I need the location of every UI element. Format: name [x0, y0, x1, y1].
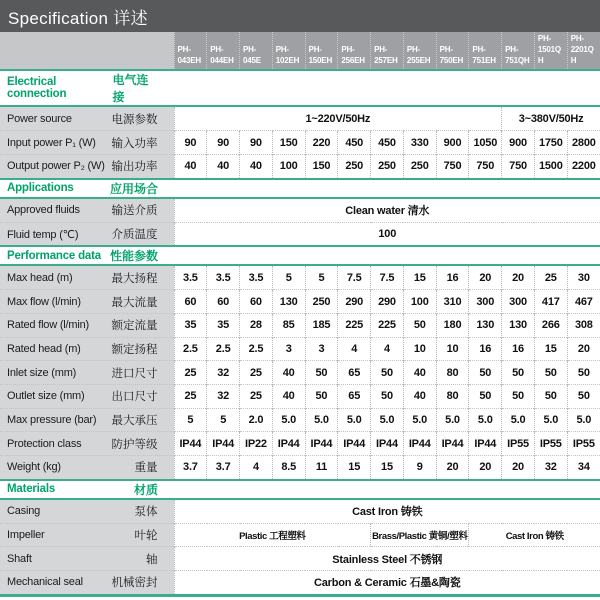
table-cell: IP44	[174, 432, 207, 456]
table-cell: 5.0	[567, 408, 600, 432]
table-cell: 7.5	[338, 265, 371, 289]
table-cell: 2.0	[240, 408, 273, 432]
table-cell: 900	[436, 131, 469, 155]
table-cell: 5.0	[338, 408, 371, 432]
table-cell: 90	[240, 131, 273, 155]
row-label-zh: 额定流量	[111, 320, 158, 333]
table-cell: 5.0	[371, 408, 404, 432]
row-label-en: Rated flow (l/min)	[7, 319, 89, 332]
table-cell: 100	[174, 222, 600, 246]
row-input-power	[0, 131, 600, 155]
table-cell: 25	[240, 384, 273, 408]
row-max-flow	[0, 290, 600, 314]
table-cell: 1500	[534, 154, 567, 178]
table-cell: 28	[240, 313, 273, 337]
row-rated-flow	[0, 313, 600, 337]
section-title-zh: 性能参数	[109, 249, 158, 264]
row-output-power	[0, 154, 600, 178]
table-cell: 50	[534, 384, 567, 408]
table-cell: 2800	[567, 131, 600, 155]
table-cell: 5	[272, 265, 305, 289]
row-label	[0, 503, 174, 519]
table-cell: 60	[174, 290, 207, 314]
row-label	[0, 365, 174, 381]
table-cell: 20	[436, 455, 469, 479]
table-cell: 30	[567, 265, 600, 289]
table-cell: 2200	[567, 154, 600, 178]
table-cell: 5.0	[502, 408, 535, 432]
section-materials	[0, 480, 600, 499]
table-cell: 50	[567, 361, 600, 385]
model-column-header: PH-1501QH	[534, 32, 567, 70]
row-rated-head	[0, 337, 600, 361]
table-cell: 225	[371, 313, 404, 337]
table-cell: IP44	[371, 432, 404, 456]
row-label-en: Outlet size (mm)	[7, 390, 85, 403]
table-cell: Cast Iron 铸铁	[469, 523, 600, 547]
table-cell: 40	[174, 154, 207, 178]
table-cell: 450	[371, 131, 404, 155]
table-cell: 15	[371, 455, 404, 479]
row-label-en: Max head (m)	[7, 271, 73, 284]
row-label	[0, 459, 174, 475]
section-title-en: Applications	[7, 182, 74, 195]
table-cell: 8.5	[272, 455, 305, 479]
table-cell: 20	[469, 455, 502, 479]
model-column-header: PH-751EH	[469, 32, 502, 70]
table-cell: 20	[502, 455, 535, 479]
table-cell: Plastic 工程塑料	[174, 523, 371, 547]
table-cell: 900	[502, 131, 535, 155]
table-cell: Clean water 清水	[174, 198, 600, 222]
table-cell: 50	[371, 384, 404, 408]
table-cell: 16	[469, 337, 502, 361]
row-label-en: Casing	[7, 505, 41, 518]
table-cell: IP22	[240, 432, 273, 456]
table-cell: 180	[436, 313, 469, 337]
table-cell: 10	[403, 337, 436, 361]
table-cell: 1750	[534, 131, 567, 155]
table-cell: 80	[436, 384, 469, 408]
table-cell: Brass/Plastic 黄铜/塑料	[371, 523, 469, 547]
row-impeller	[0, 523, 600, 547]
model-column-header: PH-256EH	[338, 32, 371, 70]
row-label-en: Input power P₁ (W)	[7, 136, 96, 149]
table-cell: 10	[436, 337, 469, 361]
table-cell: 750	[436, 154, 469, 178]
table-cell: 300	[469, 290, 502, 314]
row-label-zh: 电源参数	[111, 113, 158, 126]
row-protection-class	[0, 432, 600, 456]
table-cell: IP44	[338, 432, 371, 456]
table-cell: 50	[305, 361, 338, 385]
table-cell: 266	[534, 313, 567, 337]
table-cell: IP44	[436, 432, 469, 456]
row-label	[0, 317, 174, 333]
table-cell: 250	[371, 154, 404, 178]
row-label-zh: 进口尺寸	[111, 367, 158, 380]
table-cell: 20	[502, 265, 535, 289]
model-column-header: PH-2201QH	[567, 32, 600, 70]
row-label	[0, 574, 174, 590]
model-column-header: PH-043EH	[174, 32, 207, 70]
table-cell: 2.5	[240, 337, 273, 361]
table-cell: 40	[272, 384, 305, 408]
model-column-header: PH-751QH	[502, 32, 535, 70]
row-label-zh: 输出功率	[111, 161, 158, 174]
row-label	[0, 135, 174, 151]
table-cell: 4	[240, 455, 273, 479]
table-cell: 20	[567, 337, 600, 361]
table-cell: IP44	[403, 432, 436, 456]
table-cell: 90	[174, 131, 207, 155]
row-label-zh: 最大承压	[111, 414, 158, 427]
table-cell: 90	[207, 131, 240, 155]
section-title-zh: 材质	[133, 482, 158, 497]
section-title-zh: 应用场合	[109, 181, 158, 196]
row-shaft	[0, 547, 600, 571]
row-label-zh: 机械密封	[111, 577, 158, 590]
row-label-zh: 轴	[146, 553, 158, 566]
table-cell: 100	[272, 154, 305, 178]
table-cell: 4	[371, 337, 404, 361]
section-header	[0, 71, 174, 105]
model-column-header: PH-045E	[240, 32, 273, 70]
row-label-en: Output power P₂ (W)	[7, 160, 105, 173]
table-cell: Cast Iron 铸铁	[174, 499, 600, 523]
table-cell: 32	[534, 455, 567, 479]
row-label	[0, 388, 174, 404]
table-cell: 185	[305, 313, 338, 337]
row-label-en: Protection class	[7, 437, 82, 450]
table-cell: 80	[436, 361, 469, 385]
model-column-header: PH-102EH	[272, 32, 305, 70]
row-label	[0, 551, 174, 567]
table-cell: 130	[469, 313, 502, 337]
row-label	[0, 527, 174, 543]
table-cell: IP44	[305, 432, 338, 456]
table-cell: 450	[338, 131, 371, 155]
table-cell: 25	[534, 265, 567, 289]
row-label-zh: 输入功率	[111, 137, 158, 150]
section-title-en: Materials	[7, 483, 56, 496]
row-power-source	[0, 106, 600, 130]
table-cell: 290	[338, 290, 371, 314]
table-cell: 35	[207, 313, 240, 337]
row-label-en: Approved fluids	[7, 204, 80, 217]
table-cell: 310	[436, 290, 469, 314]
table-cell: IP55	[567, 432, 600, 456]
table-cell: 16	[502, 337, 535, 361]
row-label-en: Mechanical seal	[7, 576, 83, 589]
model-column-header: PH-150EH	[305, 32, 338, 70]
table-cell: 290	[371, 290, 404, 314]
model-column-header: PH-257EH	[371, 32, 404, 70]
table-cell: 50	[502, 384, 535, 408]
row-label	[0, 226, 174, 242]
table-cell: 15	[403, 265, 436, 289]
row-label-zh: 额定扬程	[111, 343, 158, 356]
section-title-zh: 电气连接	[112, 73, 149, 105]
table-cell: 50	[534, 361, 567, 385]
row-label-zh: 防护等级	[111, 438, 158, 451]
table-cell: 32	[207, 384, 240, 408]
row-label-zh: 最大流量	[111, 296, 158, 309]
row-label	[0, 270, 174, 286]
section-title-en: Performance data	[7, 249, 101, 262]
row-weight	[0, 455, 600, 479]
table-cell: 417	[534, 290, 567, 314]
table-cell: 5.0	[436, 408, 469, 432]
row-label-zh: 介质温度	[111, 229, 158, 241]
row-label-en: Impeller	[7, 528, 45, 541]
row-label-zh: 出口尺寸	[111, 391, 158, 404]
table-cell: 5.0	[534, 408, 567, 432]
table-cell: 50	[305, 384, 338, 408]
table-cell: 40	[207, 154, 240, 178]
row-label-en: Fluid temp (℃)	[7, 228, 79, 241]
table-cell: 11	[305, 455, 338, 479]
table-cell: 60	[207, 290, 240, 314]
table-cell: 85	[272, 313, 305, 337]
row-label	[0, 111, 174, 127]
table-cell: 50	[469, 361, 502, 385]
row-max-head	[0, 265, 600, 289]
row-label-en: Max flow (l/min)	[7, 295, 81, 308]
row-label	[0, 202, 174, 218]
table-cell: 50	[567, 384, 600, 408]
table-cell: 40	[272, 361, 305, 385]
table-cell: 3.5	[240, 265, 273, 289]
table-cell: 15	[338, 455, 371, 479]
table-cell: 50	[469, 384, 502, 408]
table-cell: 50	[403, 313, 436, 337]
table-cell: Carbon & Ceramic 石墨&陶瓷	[174, 570, 600, 595]
table-cell: 2.5	[174, 337, 207, 361]
table-cell: 130	[272, 290, 305, 314]
table-cell: 5.0	[305, 408, 338, 432]
row-approved-fluids	[0, 198, 600, 222]
table-cell: 150	[272, 131, 305, 155]
table-cell: 250	[305, 290, 338, 314]
row-inlet-size	[0, 361, 600, 385]
table-cell: 5.0	[469, 408, 502, 432]
row-label-en: Inlet size (mm)	[7, 366, 77, 379]
table-cell: 308	[567, 313, 600, 337]
row-casing	[0, 499, 600, 523]
table-cell: 40	[403, 361, 436, 385]
row-label-zh: 输送介质	[111, 205, 158, 218]
table-cell: 5	[305, 265, 338, 289]
table-cell: 25	[240, 361, 273, 385]
table-cell: IP55	[534, 432, 567, 456]
row-max-pressure	[0, 408, 600, 432]
table-cell: IP44	[207, 432, 240, 456]
table-cell: 2.5	[207, 337, 240, 361]
row-outlet-size	[0, 384, 600, 408]
model-column-header: PH-750EH	[436, 32, 469, 70]
row-label-zh: 重量	[134, 462, 158, 475]
page-title-bar	[0, 0, 600, 32]
section-applications	[0, 179, 600, 198]
table-cell: 3.7	[174, 455, 207, 479]
table-cell: 15	[534, 337, 567, 361]
table-cell: 330	[403, 131, 436, 155]
table-cell: IP44	[272, 432, 305, 456]
table-cell: 16	[436, 265, 469, 289]
table-cell: 4	[338, 337, 371, 361]
section-header	[0, 247, 174, 264]
spec-table	[0, 32, 600, 597]
table-cell: 7.5	[371, 265, 404, 289]
row-label	[0, 158, 174, 174]
section-header	[0, 180, 174, 197]
table-cell: 40	[240, 154, 273, 178]
table-cell: 3~380V/50Hz	[502, 106, 600, 130]
table-cell: 34	[567, 455, 600, 479]
table-cell: 20	[469, 265, 502, 289]
page-title: Specification 详述	[8, 8, 148, 28]
model-header-spacer	[0, 32, 174, 70]
table-cell: 5.0	[403, 408, 436, 432]
row-label-en: Power source	[7, 112, 72, 125]
table-cell: 40	[403, 384, 436, 408]
section-title-en: Electrical connection	[7, 76, 67, 101]
table-cell: 35	[174, 313, 207, 337]
table-cell: 467	[567, 290, 600, 314]
model-column-header: PH-044EH	[207, 32, 240, 70]
row-label-en: Weight (kg)	[7, 461, 61, 474]
table-cell: 3.5	[174, 265, 207, 289]
row-label	[0, 412, 174, 428]
table-cell: 9	[403, 455, 436, 479]
table-cell: 50	[371, 361, 404, 385]
model-header-row	[0, 32, 600, 70]
table-cell: 65	[338, 384, 371, 408]
table-cell: 220	[305, 131, 338, 155]
table-cell: 3	[272, 337, 305, 361]
table-cell: IP55	[502, 432, 535, 456]
row-mechanical-seal	[0, 570, 600, 595]
table-cell: 130	[502, 313, 535, 337]
table-cell: 750	[469, 154, 502, 178]
table-cell: 100	[403, 290, 436, 314]
row-fluid-temp	[0, 222, 600, 246]
row-label	[0, 436, 174, 452]
table-cell: 65	[338, 361, 371, 385]
row-label	[0, 294, 174, 310]
table-cell: 25	[174, 361, 207, 385]
table-cell: 3.5	[207, 265, 240, 289]
table-cell: 5.0	[272, 408, 305, 432]
table-cell: 3.7	[207, 455, 240, 479]
row-label-en: Max pressure (bar)	[7, 413, 97, 426]
table-cell: 300	[502, 290, 535, 314]
table-cell: 5	[207, 408, 240, 432]
table-cell: 1~220V/50Hz	[174, 106, 502, 130]
row-label-zh: 最大扬程	[111, 272, 158, 285]
section-performance	[0, 246, 600, 265]
table-cell: 3	[305, 337, 338, 361]
table-cell: IP44	[469, 432, 502, 456]
table-cell: 25	[174, 384, 207, 408]
table-cell: 250	[403, 154, 436, 178]
row-label-zh: 叶轮	[134, 529, 158, 542]
row-label	[0, 341, 174, 357]
table-cell: 150	[305, 154, 338, 178]
row-label-en: Shaft	[7, 552, 32, 565]
section-electrical	[0, 70, 600, 106]
row-label-zh: 泵体	[134, 506, 158, 519]
table-cell: Stainless Steel 不锈钢	[174, 547, 600, 571]
section-header	[0, 481, 174, 498]
table-cell: 50	[502, 361, 535, 385]
table-cell: 1050	[469, 131, 502, 155]
row-label-en: Rated head (m)	[7, 342, 81, 355]
table-cell: 5	[174, 408, 207, 432]
table-cell: 750	[502, 154, 535, 178]
model-column-header: PH-255EH	[403, 32, 436, 70]
table-cell: 250	[338, 154, 371, 178]
table-cell: 225	[338, 313, 371, 337]
table-cell: 32	[207, 361, 240, 385]
table-cell: 60	[240, 290, 273, 314]
